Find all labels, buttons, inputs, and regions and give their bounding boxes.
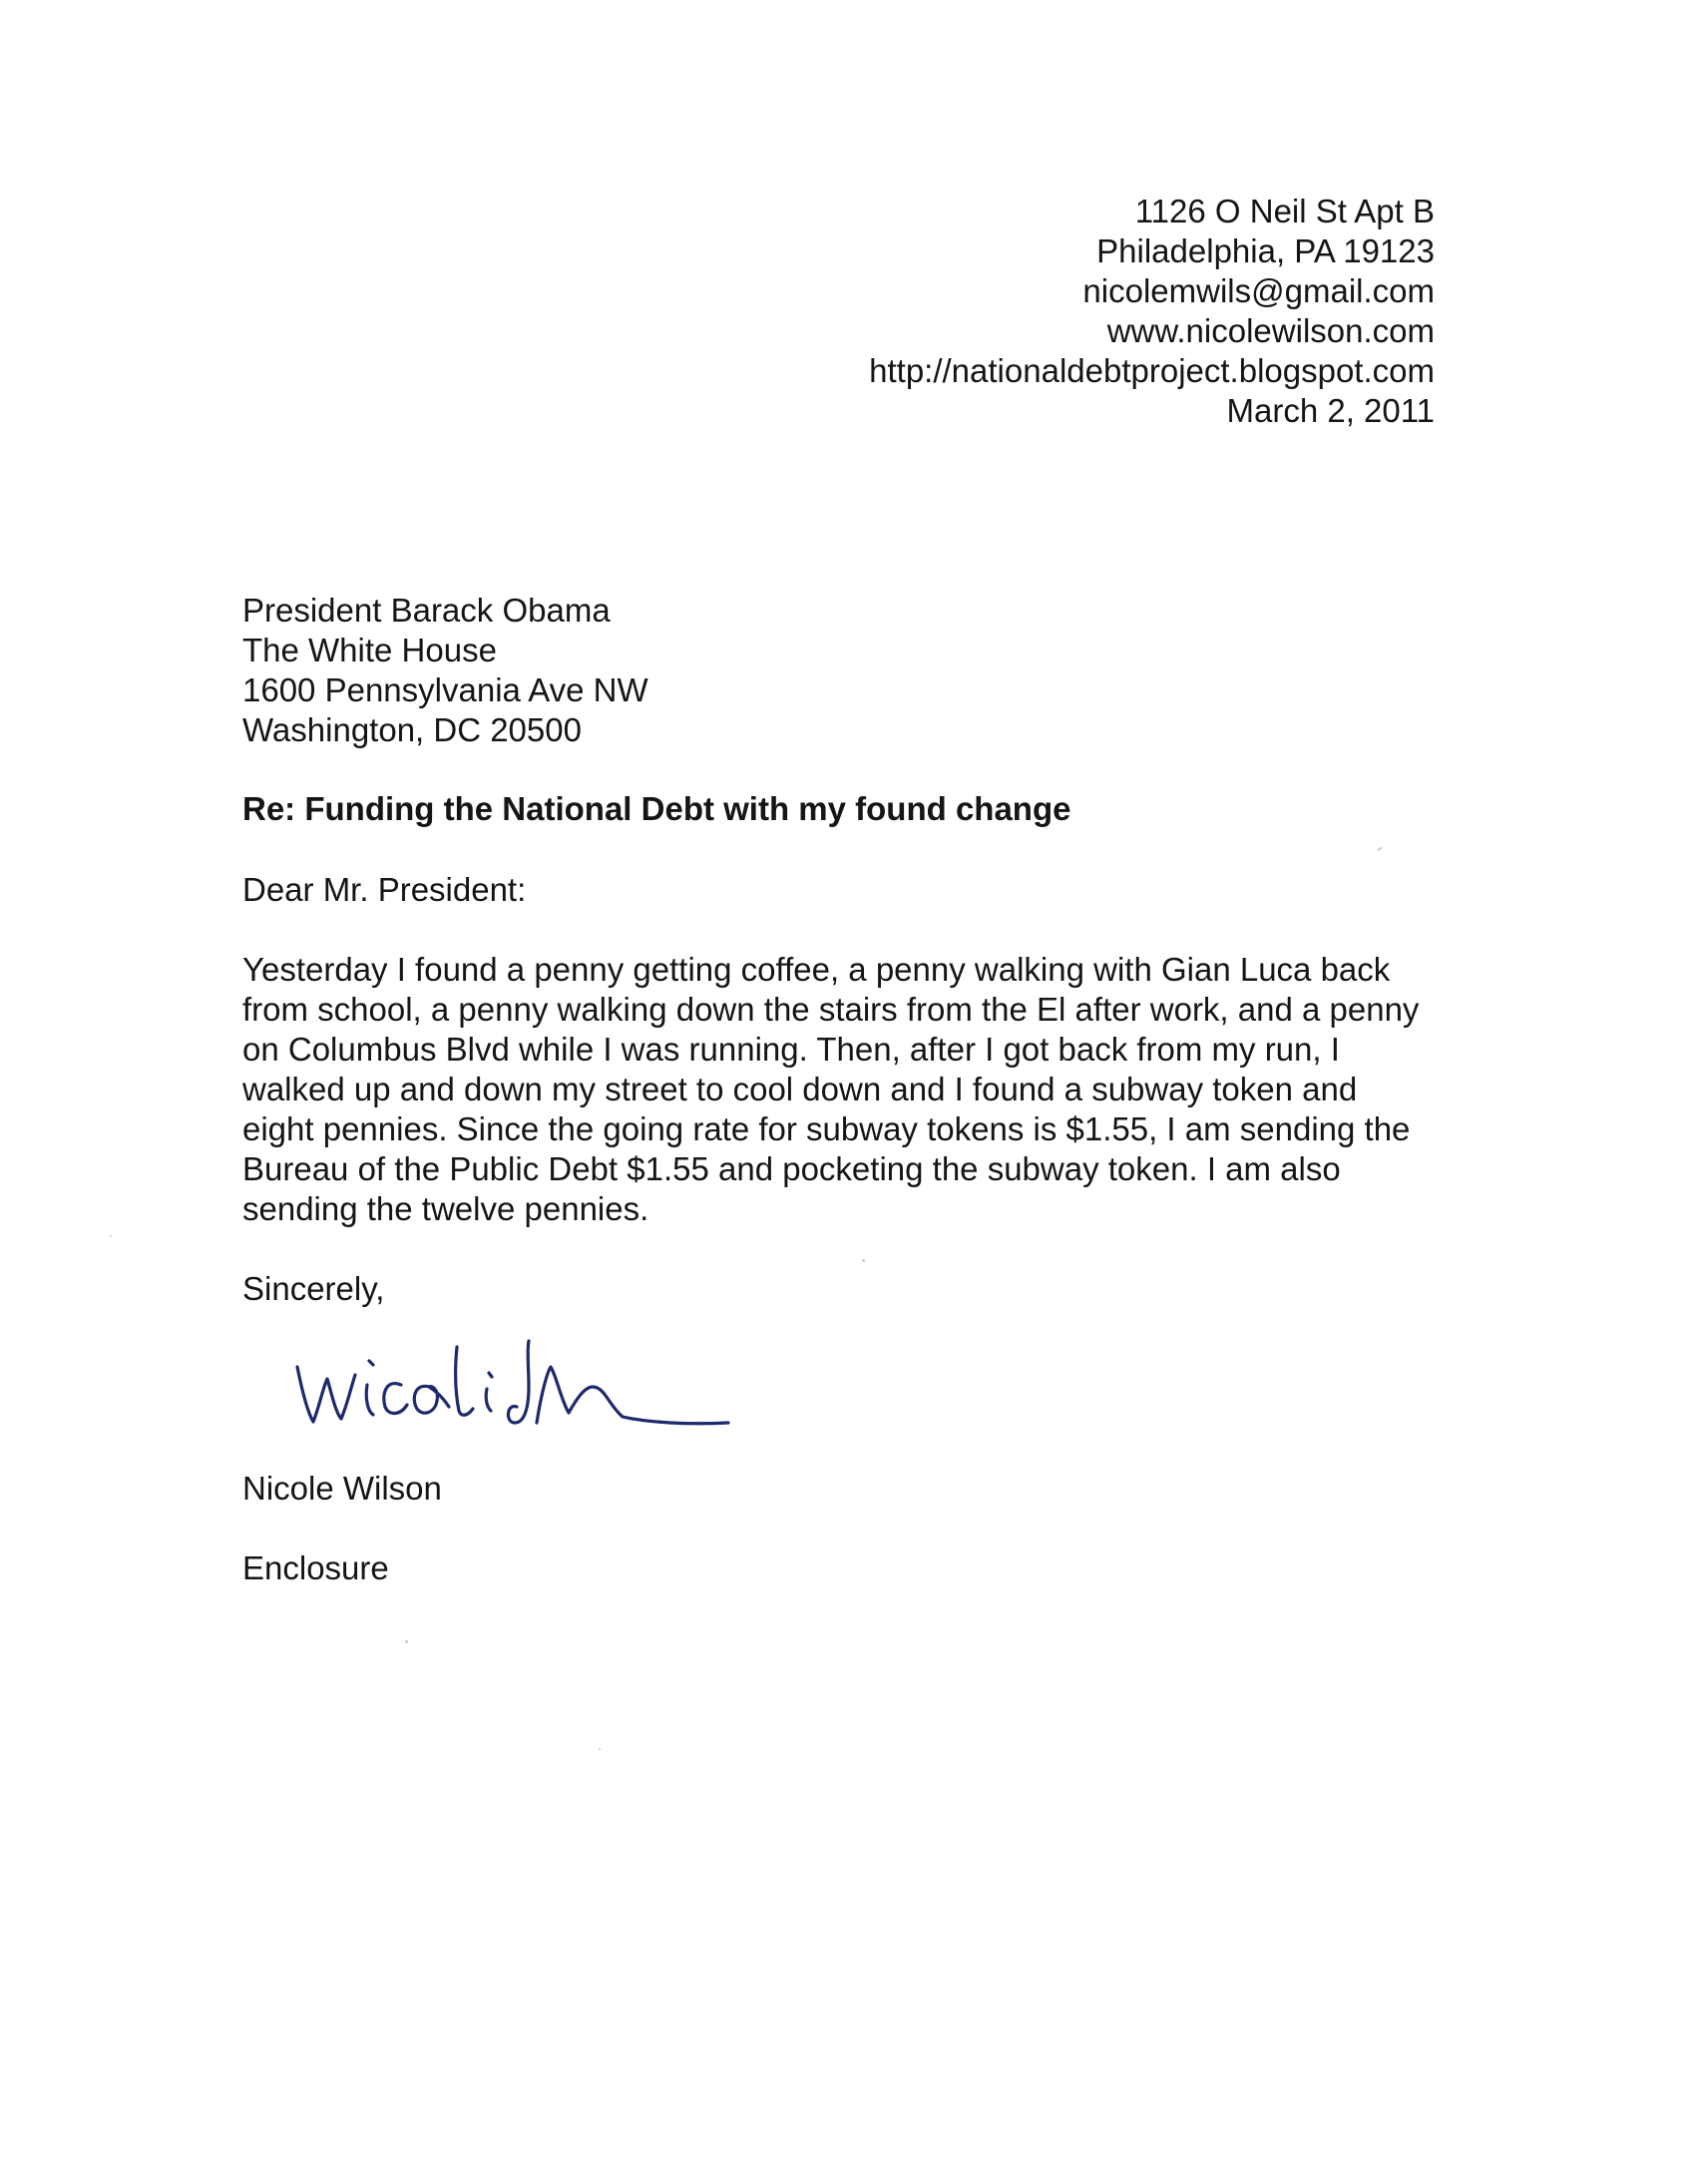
body-line: walked up and down my street to cool down and I found a subway token and xyxy=(242,1071,1358,1107)
enclosure-notation: Enclosure xyxy=(242,1549,389,1586)
body-line: on Columbus Blvd while I was running. Then, after I got back from my run, I xyxy=(242,1031,1340,1068)
sender-email: nicolemwils@gmail.com xyxy=(1082,272,1435,309)
recipient-street: 1600 Pennsylvania Ave NW xyxy=(242,671,648,708)
sender-blog: http://nationaldebtproject.blogspot.com xyxy=(869,352,1435,389)
scan-speck xyxy=(405,1640,408,1643)
sender-website: www.nicolewilson.com xyxy=(1106,312,1435,349)
body-line: sending the twelve pennies. xyxy=(242,1190,649,1227)
recipient-address-block xyxy=(242,591,648,750)
scan-speck xyxy=(110,1235,112,1237)
handwritten-signature xyxy=(289,1327,748,1447)
recipient-name: President Barack Obama xyxy=(242,592,611,629)
salutation: Dear Mr. President: xyxy=(242,871,527,908)
closing: Sincerely, xyxy=(242,1270,385,1307)
body-line: eight pennies. Since the going rate for subway tokens is $1.55, I am sending the xyxy=(242,1110,1411,1147)
body-line: Bureau of the Public Debt $1.55 and pocketing the subway token. I am also xyxy=(242,1150,1341,1187)
body-line: from school, a penny walking down the stairs from the El after work, and a penny xyxy=(242,991,1420,1028)
scan-speck xyxy=(862,1259,865,1262)
signature-stroke xyxy=(297,1341,728,1424)
sender-street: 1126 O Neil St Apt B xyxy=(1134,193,1435,229)
recipient-city: Washington, DC 20500 xyxy=(242,711,582,748)
recipient-organization: The White House xyxy=(242,632,497,668)
letter-body xyxy=(242,950,1470,1229)
sender-address-block xyxy=(869,192,1435,431)
sender-city: Philadelphia, PA 19123 xyxy=(1096,232,1435,269)
body-line: Yesterday I found a penny getting coffee, a penny walking with Gian Luca back xyxy=(242,951,1391,988)
letter-date: March 2, 2011 xyxy=(1226,392,1435,429)
scan-speck xyxy=(599,1748,601,1750)
scan-speck xyxy=(1377,846,1383,851)
subject-line: Re: Funding the National Debt with my found change xyxy=(242,790,1071,827)
signer-name: Nicole Wilson xyxy=(242,1470,442,1507)
